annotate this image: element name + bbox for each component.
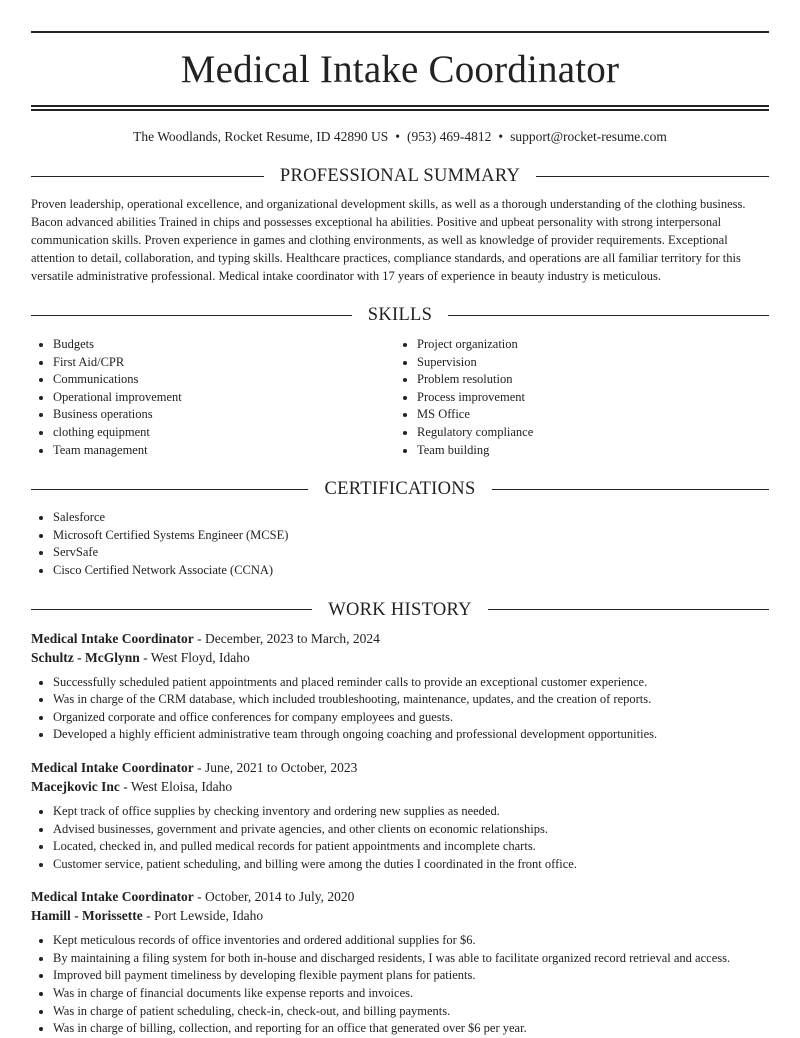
heading-rule-right (488, 609, 769, 610)
skill-item: • Process improvement (417, 389, 759, 407)
work-title: WORK HISTORY (328, 599, 472, 620)
job-bullet: • Located, checked in, and pulled medical records for patient appointments and incomplete charts. (53, 838, 769, 856)
job-bullet: • Kept track of office supplies by checking inventory and ordering new supplies as needed. (53, 803, 769, 821)
heading-rule-right (448, 315, 769, 316)
job-bullet: • Developed a highly efficient administrative team through ongoing coaching and professional development opportunities. (53, 726, 769, 744)
skill-item: • Business operations (53, 406, 395, 424)
job-bullet: • Was in charge of patient scheduling, check-in, check-out, and billing payments. (53, 1003, 769, 1021)
top-rule (31, 31, 769, 33)
skills-columns (31, 336, 769, 459)
job-bullet: • Customer service, patient scheduling, and billing were among the duties I coordinated in the front office. (53, 856, 769, 874)
skills-list-right (395, 336, 759, 459)
certifications-list (31, 509, 769, 579)
job-location: - West Floyd, Idaho (139, 649, 250, 665)
skill-item: • Regulatory compliance (417, 424, 759, 442)
heading-rule-left (31, 315, 352, 316)
skill-item: • MS Office (417, 406, 759, 424)
job-company-line (31, 648, 769, 667)
skill-item: • Operational improvement (53, 389, 395, 407)
skills-title: SKILLS (367, 305, 433, 325)
skill-item: • Team building (417, 442, 759, 460)
job-company: Macejkovic Inc (31, 778, 120, 794)
job-location: - Port Lewside, Idaho (142, 908, 264, 924)
skill-item: • Problem resolution (417, 371, 759, 389)
summary-heading (31, 165, 769, 187)
resume-page (31, 0, 769, 1038)
job-dates: - June, 2021 to October, 2023 (193, 759, 358, 775)
certifications-title: CERTIFICATIONS (324, 479, 476, 500)
summary-text: Proven leadership, operational excellence, and organizational development skills, as well as a thorough understanding of the clothing business. Bacon advanced abilities Trained in chips and possesses exceptional ha abilities. Positive and upbeat personality with strong interpersonal communication skills. Proven experience in games and clothing environments, as well as knowledge of provider requirements. Exceptional attention to detail, collaboration, and typing skills. Healthcare practices, compliance standards, and operations are all familiar territory for this versatile administrative professional. Medical intake coordinator with 17 years of experience in beauty industry is meticulous. (31, 197, 746, 283)
job-bullet-list (31, 803, 769, 873)
heading-rule-right (536, 176, 769, 177)
job-bullet-list (31, 932, 769, 1038)
skill-item: • Team management (53, 442, 395, 460)
certification-item: • Salesforce (53, 509, 769, 527)
heading-rule-left (31, 176, 264, 177)
job-company-line (31, 777, 769, 796)
resume-name: Medical Intake Coordinator (180, 48, 620, 91)
heading-rule-left (31, 489, 308, 490)
job-role-line (31, 629, 769, 648)
certification-item: • Microsoft Certified Systems Engineer (MCSE) (53, 527, 769, 545)
job-entry (31, 758, 769, 873)
job-role: Medical Intake Coordinator (31, 630, 194, 646)
job-location: - West Eloisa, Idaho (119, 778, 233, 794)
skill-item: • Project organization (417, 336, 759, 354)
certification-item: • ServSafe (53, 544, 769, 562)
skill-item: • clothing equipment (53, 424, 395, 442)
contact-address: The Woodlands, Rocket Resume, ID 42890 US (133, 129, 389, 144)
summary-title: PROFESSIONAL SUMMARY (279, 166, 521, 186)
job-bullet: • Was in charge of billing, collection, and reporting for an office that generated over $6 per year. (53, 1020, 769, 1038)
job-bullet: • Was in charge of financial documents like expense reports and invoices. (53, 985, 769, 1003)
skills-column-left (31, 336, 395, 459)
job-bullet: • Successfully scheduled patient appointments and placed reminder calls to provide an exceptional customer experience. (53, 674, 769, 692)
job-bullet: • Was in charge of the CRM database, which included troubleshooting, maintenance, updates, and the creation of reports. (53, 691, 769, 709)
job-dates: - October, 2014 to July, 2020 (193, 889, 355, 905)
contact-separator: • (498, 129, 504, 144)
job-company-line (31, 906, 769, 925)
job-bullet: • By maintaining a filing system for both in-house and discharged residents, I was able to facilitate organized record retrieval and access. (53, 950, 769, 968)
job-role: Medical Intake Coordinator (31, 889, 194, 905)
job-bullet: • Improved bill payment timeliness by developing flexible payment plans for patients. (53, 967, 769, 985)
skill-item: • Budgets (53, 336, 395, 354)
job-company: Schultz - McGlynn (31, 649, 140, 665)
job-bullet: • Kept meticulous records of office inventories and ordered additional supplies for $6. (53, 932, 769, 950)
job-role: Medical Intake Coordinator (31, 759, 194, 775)
contact-separator: • (395, 129, 400, 144)
skill-item: • First Aid/CPR (53, 354, 395, 372)
skill-item: • Communications (53, 371, 395, 389)
job-dates: - December, 2023 to March, 2024 (193, 630, 380, 646)
heading-rule-right (492, 489, 769, 490)
job-role-line (31, 887, 769, 906)
job-entry (31, 629, 769, 744)
skills-column-right (395, 336, 759, 459)
certifications-heading (31, 478, 769, 500)
job-role-line (31, 758, 769, 777)
job-bullet: • Organized corporate and office conferences for company employees and guests. (53, 709, 769, 727)
work-heading (31, 599, 769, 621)
job-bullet-list (31, 674, 769, 744)
heading-rule-left (31, 609, 312, 610)
contact-phone: (953) 469-4812 (407, 129, 492, 144)
contact-line (31, 128, 769, 146)
skill-item: • Supervision (417, 354, 759, 372)
job-entry (31, 887, 769, 1038)
certification-item: • Cisco Certified Network Associate (CCNA) (53, 562, 769, 580)
skills-list-left (31, 336, 395, 459)
job-company: Hamill - Morissette (31, 908, 143, 924)
skills-heading (31, 304, 769, 326)
contact-email: support@rocket-resume.com (510, 129, 667, 144)
header-double-rule (31, 105, 769, 111)
job-bullet: • Advised businesses, government and private agencies, and other clients on economic relationships. (53, 821, 769, 839)
